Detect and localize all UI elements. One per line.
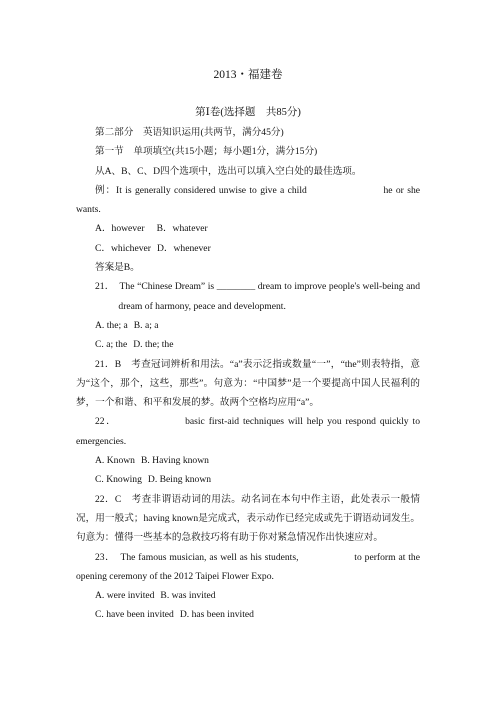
document-title: 2013・福建卷 [213, 69, 283, 81]
question-23-options-line-1 [76, 586, 420, 605]
question-21-option-c: C. a; the [95, 339, 128, 351]
question-21-options-line-2 [76, 335, 420, 354]
document-body [76, 123, 420, 625]
question-21-stem-part-1: 21． The “Chinese Dream” is ________ dream to improve people's well-being and [95, 281, 420, 293]
question-23-stem-part-2: to perform at the opening ceremony of the 2012 Taipei Flower Expo. [76, 551, 420, 582]
question-22-stem-part-1: 22． [95, 416, 118, 428]
section-title: 第Ⅰ卷(选择题 共85分) [195, 107, 301, 118]
example-stem-part-2: he or she wants. [76, 184, 420, 216]
question-21-stem-part-2: dream of harmony, peace and development. [118, 300, 286, 312]
example-stem-part-1: 例：It is generally considered unwise to give a child [95, 184, 307, 196]
question-21-option-a: A. the; a [95, 319, 128, 331]
question-23-options-line-2 [76, 605, 420, 624]
instruction-text: 从A、B、C、D四个选项中，选出可以填入空白处的最佳选项。 [95, 165, 362, 177]
question-21-option-d: D. the; the [133, 339, 174, 351]
part-title: 第二部分 英语知识运用(共两节，满分45分) [95, 127, 284, 138]
example-option-a: A．however [95, 223, 145, 235]
question-22-option-d: D. Being known [147, 474, 212, 486]
question-23-option-a: A. were invited [95, 590, 155, 602]
question-22-options-line-2 [76, 470, 420, 489]
question-22-options-line-1 [76, 451, 420, 470]
question-21-options-line-1 [76, 316, 420, 335]
question-21-explanation: 21．B 考查冠词辨析和用法。“a”表示泛指或数量“一”，“the”则表特指，意为“这个，那个，这些，那些”。句意为：“中国梦”是一个要提高中国人民福利的梦，一个和谐、和平和发展的梦。故两个空格均应用“a”。 [76, 358, 420, 409]
example-option-c: C．whichever [95, 242, 151, 254]
question-22-option-a: A. Known [95, 455, 135, 467]
question-22-explanation: 22．C 考查非谓语动词的用法。动名词在本句中作主语，此处表示一般情况，用一般式；having known是完成式，表示动作已经完成或先于谓语动词发生。句意为：懂得一些基本的急救技巧将有助于你对紧急情况作出快速应对。 [76, 493, 420, 544]
question-23-stem [76, 548, 420, 587]
question-23-stem-part-1: 23． The famous musician, as well as his students, [95, 551, 299, 563]
question-22-stem-part-2: basic first-aid techniques will help you respond quickly to emergencies. [76, 416, 420, 447]
question-21-option-b: B. a; a [133, 319, 159, 331]
question-23-option-d: D. has been invited [179, 609, 254, 621]
example-option-d: D．whenever [156, 242, 211, 254]
example-options-line-1 [76, 219, 420, 238]
subsection-title: 第一节 单项填空(共15小题；每小题1分，满分15分) [95, 146, 318, 158]
example-stem [76, 181, 420, 220]
question-23-option-b: B. was invited [160, 590, 216, 602]
question-22-stem [76, 412, 420, 451]
question-22-option-c: C. Knowing [95, 474, 142, 486]
question-23-option-c: C. have been invited [95, 609, 174, 621]
example-option-b: B．whatever [156, 223, 208, 235]
example-answer: 答案是B。 [95, 262, 140, 274]
question-21-stem [76, 277, 420, 316]
example-options-line-2 [76, 239, 420, 258]
question-22-option-b: B. Having known [140, 455, 209, 467]
